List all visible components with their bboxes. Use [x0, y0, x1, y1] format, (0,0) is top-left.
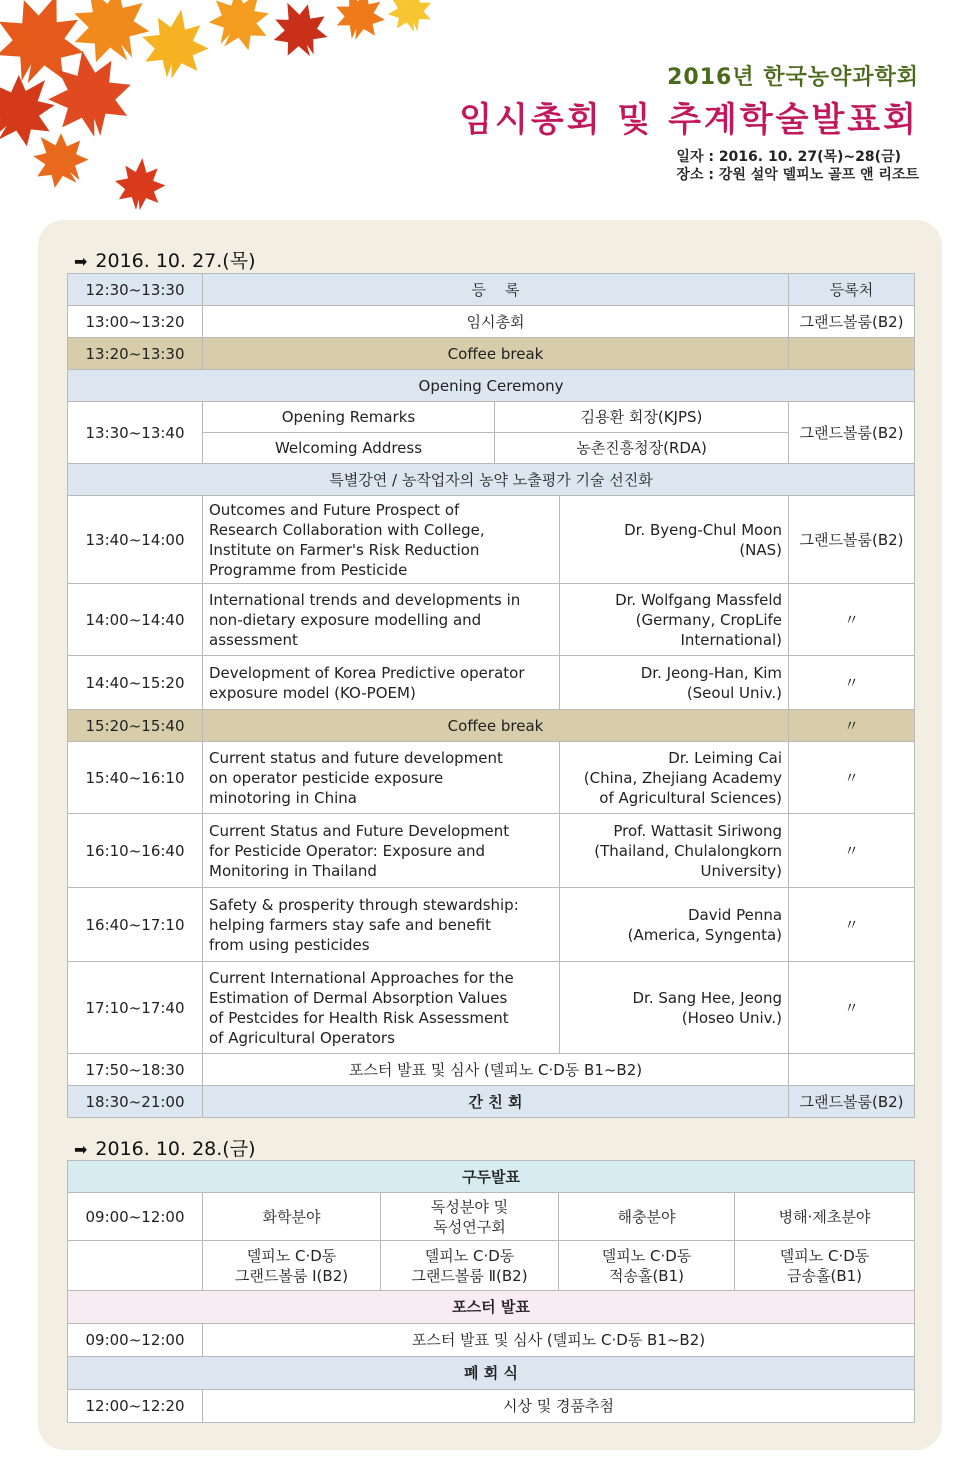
coffee-break-row: 13:20~13:30 Coffee break [68, 338, 915, 370]
table-row: 16:40~17:10 Safety & prosperity through stewardship: helping farmers stay safe and benefit from using pesticides David Penna (America, Syngenta) 〃 [68, 888, 915, 962]
closing-header-row: 폐 회 식 [68, 1357, 915, 1390]
society-name: 2016년 한국농약과학회 [667, 65, 919, 90]
special-lecture-row: 특별강연 / 농작업자의 농약 노출평가 기술 선진화 [68, 464, 915, 496]
table-row: 09:00~12:00 화학분야 독성분야 및 독성연구회 해충분야 병해·제초분야 [68, 1193, 915, 1241]
table-row: 17:10~17:40 Current International Approaches for the Estimation of Dermal Absorption Values of Pestcides for Health Risk Assessment of Agricultural Operators Dr. Sang Hee, Jeong (Hoseo Univ.) 〃 [68, 962, 915, 1054]
table-row: 16:10~16:40 Current Status and Future Development for Pesticide Operator: Exposure and Monitoring in Thailand Prof. Wattasit Siriwong (Thailand, Chulalongkorn University) 〃 [68, 814, 915, 888]
poster-row: 17:50~18:30 포스터 발표 및 심사 (델피노 C·D동 B1~B2) [68, 1054, 915, 1086]
table-row: 13:00~13:20 임시총회 그랜드볼룸(B2) [68, 306, 915, 338]
day2-schedule-table [67, 1160, 915, 1423]
table-row: Welcoming Address 농촌진흥청장(RDA) [68, 433, 915, 464]
table-row: 델피노 C·D동 그랜드볼룸 Ⅰ(B2) 델피노 C·D동 그랜드볼룸 Ⅱ(B2) 델피노 C·D동 적송홀(B1) 델피노 C·D동 금송홀(B1) [68, 1241, 915, 1291]
table-row: 12:00~12:20 시상 및 경품추첨 [68, 1390, 915, 1423]
poster-header-row: 포스터 발표 [68, 1291, 915, 1324]
day2-heading: ➡ 2016. 10. 28.(금) [74, 1138, 256, 1160]
maple-leaves-decoration [0, 0, 460, 220]
day1-heading: ➡ 2016. 10. 27.(목) [74, 250, 256, 272]
table-row: 14:40~15:20 Development of Korea Predictive operator exposure model (KO-POEM) Dr. Jeong-Han, Kim (Seoul Univ.) 〃 [68, 656, 915, 710]
table-row: 09:00~12:00 포스터 발표 및 심사 (델피노 C·D동 B1~B2) [68, 1324, 915, 1357]
event-title: 임시총회 및 추계학술발표회 [459, 100, 919, 140]
table-row: 13:30~13:40 Opening Remarks 김용환 회장(KJPS) 그랜드볼룸(B2) [68, 402, 915, 433]
coffee-break-row: 15:20~15:40 Coffee break 〃 [68, 710, 915, 742]
opening-ceremony-row: Opening Ceremony [68, 370, 915, 402]
table-row: 13:40~14:00 Outcomes and Future Prospect of Research Collaboration with College, Institute on Farmer's Risk Reduction Programme from Pesticide Dr. Byeng-Chul Moon (NAS) 그랜드볼룸(B2) [68, 496, 915, 584]
arrow-right-icon: ➡ [74, 1140, 88, 1159]
table-row: 14:00~14:40 International trends and developments in non-dietary exposure modelling and assessment Dr. Wolfgang Massfeld (Germany, CropLife International) 〃 [68, 584, 915, 656]
oral-header-row: 구두발표 [68, 1161, 915, 1193]
dinner-row: 18:30~21:00 간 친 회 그랜드볼룸(B2) [68, 1086, 915, 1118]
event-date: 일자 : 2016. 10. 27(목)~28(금) [676, 149, 901, 165]
event-info [676, 148, 919, 184]
registration-row: 12:30~13:30 등 록 등록처 [68, 274, 915, 306]
table-row: 15:40~16:10 Current status and future development on operator pesticide exposure minotoring in China Dr. Leiming Cai (China, Zhejiang Academy of Agricultural Sciences) 〃 [68, 742, 915, 814]
event-place: 장소 : 강원 설악 델피노 골프 앤 리조트 [676, 167, 919, 183]
arrow-right-icon: ➡ [74, 252, 88, 271]
day1-schedule-table [67, 273, 915, 1118]
